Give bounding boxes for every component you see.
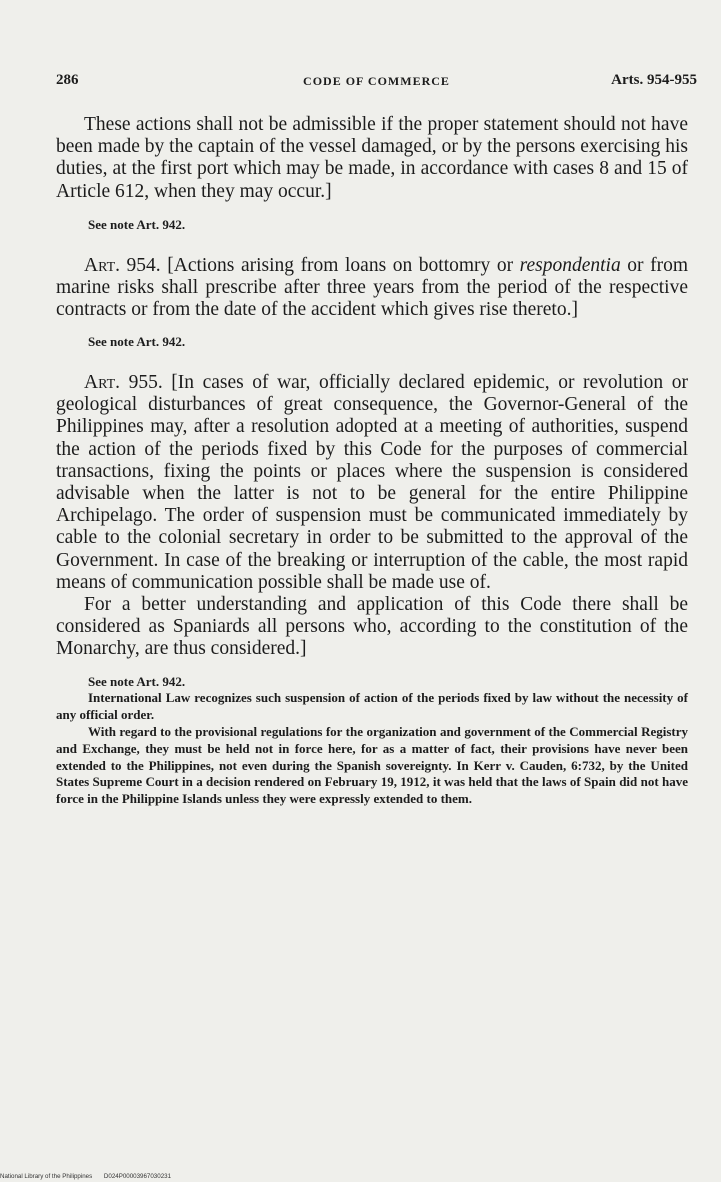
article-955-text: [In cases of war, officially declared epidemic, or revolution or geological disturbances of great consequence, the Governor-General of the Philippines may, after a resolution adopted at a meeting of authorities, suspend the action of the periods fixed by this Code for the purposes of commercial transactions, fixing the points or places where the suspension is considered advisable when the latter is not to be general for the entire Philippine Archipelago. The order of suspension must be communicated immediately by cable to the colonial secretary in order to be submitted to the approval of the Government. In case of the breaking or interruption of the cable, the most rapid means of communication possible shall be made use of. bbox=[56, 372, 688, 593]
article-954-italic-term: respondentia bbox=[519, 254, 621, 276]
article-955-label: Art. 955. bbox=[84, 372, 163, 394]
scan-footer bbox=[0, 1173, 181, 1180]
spaniards-paragraph: For a better understanding and application of this Code there shall be considered as Spaniards all persons who, according to the constitution of the Monarchy, are thus considered.] bbox=[56, 594, 688, 660]
page-header bbox=[56, 72, 697, 94]
article-955 bbox=[56, 372, 688, 594]
article-range: Arts. 954-955 bbox=[611, 72, 697, 88]
see-note-2: See note Art. 942. bbox=[88, 334, 186, 350]
continuation-paragraph: These actions shall not be admissible if the proper statement should not have been made by the captain of the vessel damaged, or by the persons exercising his duties, at the first port which may be made, in accordance with cases 8 and 15 of Article 612, when they may occur.] bbox=[56, 114, 688, 202]
note-provisional-regulations: With regard to the provisional regulations for the organization and government of the Commercial Registry and Exchange, they must be held not in force here, for as a matter of fact, their provisions have never been extended to the Philippines, not even during the Spanish sovereignty. In Kerr v. Cauden, 6:732, by the United States Supreme Court in a decision rendered on February 19, 1912, it was held that the laws of Spain did not have force in the Philippine Islands unless they were expressly extended to them. bbox=[56, 724, 688, 807]
article-954-text-a: [Actions arising from loans on bottomry or bbox=[160, 254, 520, 276]
page-number: 286 bbox=[56, 72, 79, 88]
running-title: CODE OF COMMERCE bbox=[303, 74, 450, 88]
library-name: National Library of the Philippines bbox=[0, 1173, 93, 1180]
article-954-text-b: or from marine risks shall prescribe after three years from the period of the respective contracts or from the date of the accident which gives rise thereto.] bbox=[56, 254, 688, 321]
see-note-3: See note Art. 942. bbox=[88, 673, 186, 689]
scan-id: D024P00003967030231 bbox=[103, 1173, 172, 1180]
article-954-label: Art. 954. bbox=[84, 254, 161, 276]
see-note-1: See note Art. 942. bbox=[88, 216, 186, 232]
note-international-law: International Law recognizes such suspension of action of the periods fixed by law without the necessity of any official order. bbox=[56, 690, 688, 723]
article-954 bbox=[56, 255, 688, 322]
page-body bbox=[56, 114, 688, 808]
